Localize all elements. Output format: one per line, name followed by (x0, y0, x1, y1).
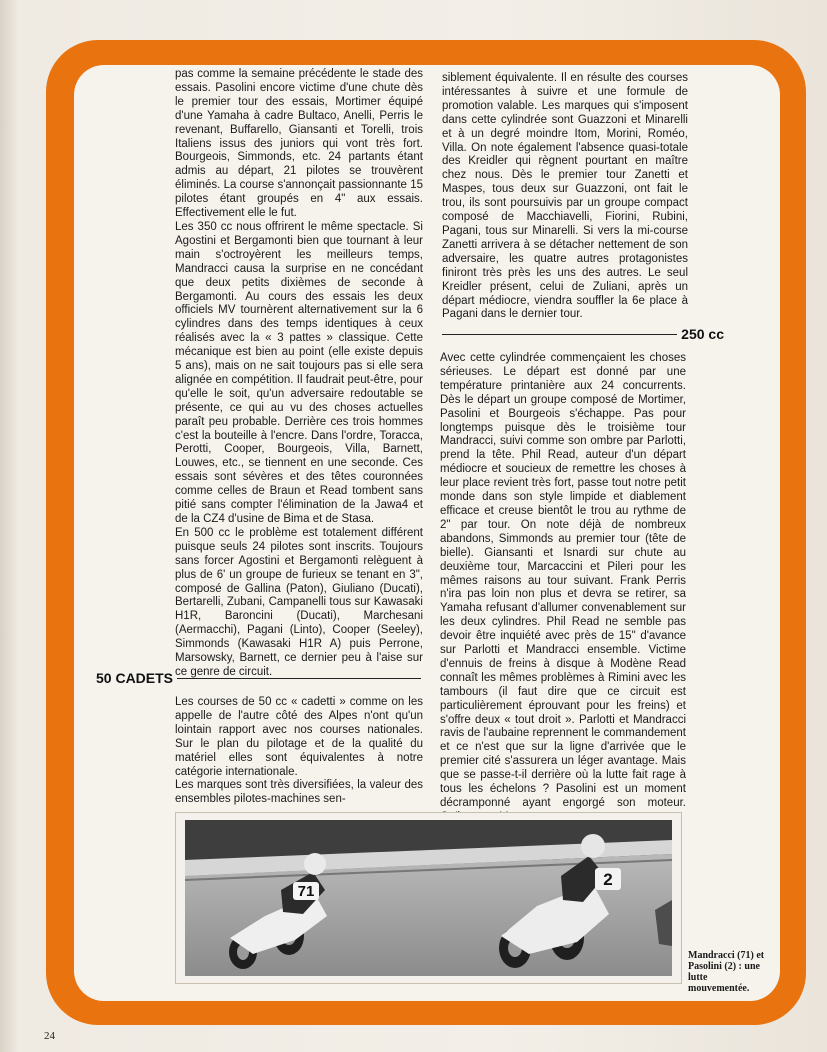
right-column (442, 72, 688, 322)
rider-right-number: 2 (603, 870, 613, 889)
heading-rule (442, 334, 677, 335)
section-heading-50-cadets (96, 668, 421, 688)
left-column-cadets (175, 696, 423, 807)
paragraph-cadets-race: siblement équivalente. Il en résulte des courses intéressantes à suivre et une formule de promotion valable. Les marques qui s'imposent dans cette cylindrée sont Guazzoni et Minarelli et à un degré moindre Itom, Morini, Roméo, Villa. On note également l'absence quasi-totale des Kreidler qui règnent pourtant en maître chez nous. Dès le premier tour Zanetti et Maspes, tous deux sur Guazzoni, ont fait le trou, ils sont poursuivis par un groupe compact composé de Macchiavelli, Fiorini, Rubini, Pagani, tous sur Minarelli. Si vers la mi-course Zanetti arrivera à se détacher nettement de son adversaire, les quatre autres protagonistes finiront très près les uns des autres. Le seul Kreidler présent, celui de Zuliani, après un départ médiocre, viendra souffler la 6e place à Pagani dans le dernier tour. (442, 72, 688, 321)
page-number: 24 (44, 1030, 55, 1042)
right-column-250cc (440, 352, 686, 825)
rider-left-number: 71 (297, 883, 315, 900)
paragraph-qualifying-125: pas comme la semaine précédente le stade des essais. Pasolini encore victime d'une chute dès le premier tour des essais, Mortimer équipé d'une Yamaha à cadre Bultaco, Anelli, Perris le revenant, Buffarello, Giansanti et Torelli, trois Italiens issus des juniors qui vont très fort. Bourgeois, Simmonds, etc. 24 partants étant admis au départ, 21 pilotes se trouvèrent éliminés. La course s'annonçait passionnante 15 pilotes étant groupés en 4" aux essais. Effectivement elle le fut. (175, 68, 423, 220)
paragraph-cadets-intro: Les courses de 50 cc « cadetti » comme on les appelle de l'autre côté des Alpes n'ont qu'un lointain rapport avec nos courses nationales. Sur le plan du pilotage et de la qualité du matériel elles sont équivalentes à notre catégorie internationale. (175, 696, 423, 778)
section-heading-250cc (442, 325, 724, 343)
paragraph-350cc: Les 350 cc nous offrirent le même spectacle. Si Agostini et Bergamonti bien que tournant à leur main s'octroyèrent les meilleurs temps, Mandracci causa la surprise en ne concédant que deux petits dixièmes de seconde à Bergamonti. Au cours des essais les deux officiels MV tournèrent alternativement sur la 6 cylindres dans des temps identiques à ceux réalisés avec la « 3 pattes » classique. Cette mécanique est bien au point (elle existe depuis 5 ans), mais on ne sait toujours pas si elle sera alignée en compétition. Il faudrait peut-être, pour qu'elle le soit, qu'un adversaire redoutable se présente, ce qui au vu des choses actuelles paraît peu probable. Derrière ces trois hommes c'est la bouteille à l'encre. Dans l'ordre, Toracca, Perotti, Cooper, Bourgeois, Villa, Barnett, Louwes, etc., se tiennent en une seconde. Ces essais sont sévères et des têtes couronnées comme celles de Braun et Read tombent sans pitié sans compter l'élimination de la Jawa4 et de la CZ4 d'usine de Bima et de Stasa. (175, 220, 423, 525)
photo-caption: Mandracci (71) et Pasolini (2) : une lutte mouvementée. (688, 950, 765, 994)
paragraph-250cc-race: Avec cette cylindrée commençaient les choses sérieuses. Le départ est donné par une température printanière aux 24 concurrents. Dès le départ un groupe composé de Mortimer, Pasolini et Bourgeois s'échappe. Pas pour longtemps puisque dès le troisième tour Mandracci, suivi comme son ombre par Parlotti, prend la tête. Phil Read, auteur d'un départ médiocre et soucieux de remettre les choses à leur place revient très fort, passe tout notre petit monde dans son style limpide et diablement efficace et creuse bientôt le trou au rythme de 2" par tour. On note déjà de nombreux abandons, Simmonds au premier tour (tête de bielle). Giansanti et Isnardi sur chute au deuxième tour, Marcaccini et Pileri pour les mêmes raisons au tour suivant. Frank Perris n'ira pas loin non plus et devra se retirer, sa Yamaha refusant d'allumer convenablement sur les deux cylindres. Phil Read ne semble pas devoir être inquiété avec près de 15" d'avance sur Parlotti et Mandracci ensemble. Victime d'ennuis de freins à disque à Modène Read connaît les mêmes problèmes à Rimini avec les tambours (il faut dire que ce circuit est particulièrement éprouvant pour les freins) et s'offre deux « tout droit ». Parlotti et Mandracci ravis de l'aubaine reprennent le commandement et ce n'est que sur la ligne d'arrivée que le premier cité s'assurera un léger avantage. Mais que se passe-t-il derrière où la lutte fait rage à tous les échelons ? Pasolini est un moment décramponné ayant engorgé son moteur. (440, 352, 686, 809)
heading-text: 50 CADETS (96, 670, 174, 686)
paragraph-500cc: En 500 cc le problème est totalement différent puisque seuls 24 pilotes sont inscrits. Toujours sans forcer Agostini et Bergamonti relèguent à plus de 6' un groupe de furieux se tenant en 3", composé de Gallina (Paton), Giuliano (Ducati), Bertarelli, Zubani, Campanelli tous sur Kawasaki H1R, Baroncini (Ducati), Marchesani (Aermacchi), Pagani (Linto), Cooper (Seeley), Simmonds (Kawasaki H1R A) puis Perrone, Marsowsky, Barnett, ce dernier peu à l'aise sur ce genre de circuit. (175, 526, 423, 678)
paragraph-cadets-brands: Les marques sont très diversifiées, la valeur des ensembles pilotes-machines sen- (175, 779, 423, 806)
race-photo-illustration (185, 820, 672, 976)
race-photo (185, 820, 672, 976)
heading-text: 250 cc (681, 326, 724, 342)
heading-rule (177, 678, 421, 679)
photo-frame (175, 812, 682, 984)
left-column (175, 68, 423, 680)
